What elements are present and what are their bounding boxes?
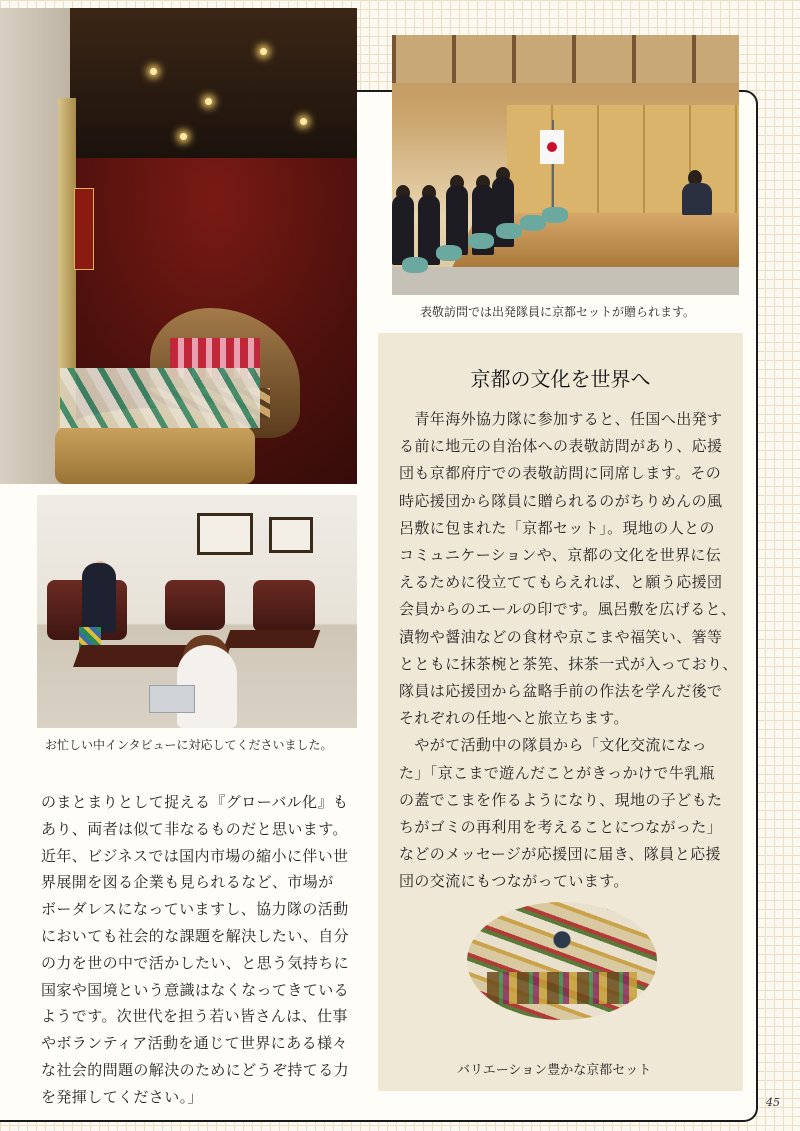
interview-photo-caption: お忙しい中インタビューに対応してくださいました。 [45, 738, 333, 752]
courtesy-visit-photo [392, 35, 739, 295]
interview-photo [37, 495, 357, 728]
kyoto-set-caption: バリエーション豊かな京都セット [457, 1063, 652, 1078]
visit-photo-caption: 表敬訪問では出発隊員に京都セットが贈られます。 [420, 305, 696, 319]
kyoto-set-photo [467, 902, 657, 1020]
page-number: 45 [766, 1096, 780, 1109]
shop-display-photo [0, 8, 357, 484]
interview-body-text: のまとまりとして捉える『グローバル化』も あり、両者は似て非なるものだと思います。 近年、ビジネスでは国内市場の縮小に伴い世 界展開を図る企業も見られるなど、市場が ボーダレスになっていますし、協力隊の活動 においても社会的な課題を解決したい、自分 の力を世の中で活かしたい、と思う気持ちに 国家や国境という意識はなくなってきている ようです。次世代を担う若い皆さんは、仕事 やボランティア活動を通じて世界にある様々 な社会的問題の解決のためにどうぞ持てる力 を発揮してください。」 [41, 793, 350, 1106]
panel-body-text: 青年海外協力隊に参加すると、任国へ出発す る前に地元の自治体への表敬訪問があり、応援 団も京都府庁での表敬訪問に同席します。その 時応援団から隊員に贈られるのがちりめんの風 呂敷に包まれた「京都セット」。現地の人との コミュニケーションや、京都の文化を世界に伝 えるために役立ててもらえれば、と願う応援団 会員からのエールの印です。風呂敷を広げると、 漬物や醤油などの食材や京こまや福笑い、箸等 とともに抹茶椀と茶筅、抹茶一式が入っており、 隊員は応援団から盆略手前の作法を学んだ後で それぞれの任地へと旅立ちます。 やがて活動中の隊員から「文化交流になっ た」「京こまで遊んだことがきっかけで牛乳瓶 の蓋でこまを作るようになり、現地の子どもた ちがゴミの再利用を考えることにつながった」 などのメッセージが応援団に届き、隊員と応援 団の交流にもつながっています。 [399, 410, 738, 891]
section-heading: 京都の文化を世界へ [470, 367, 651, 391]
